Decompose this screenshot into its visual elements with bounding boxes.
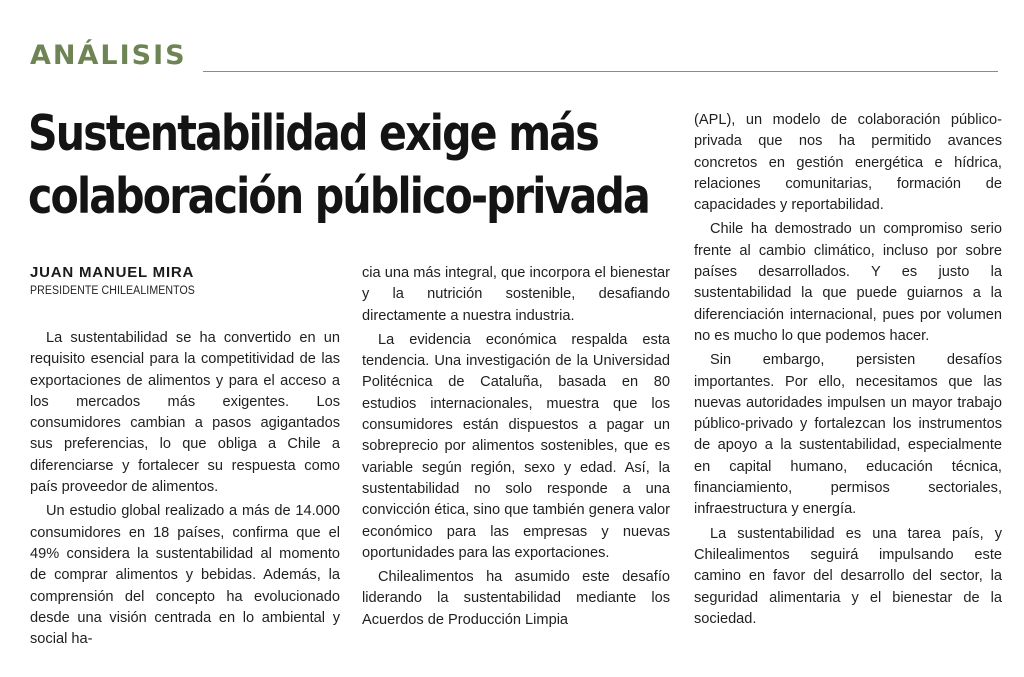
paragraph: (APL), un modelo de colaboración público-privada que nos ha permitido avances concretos en gestión energética e hídrica, relaciones comunitarias, formación de capacidades y reportabilidad. — [694, 112, 1002, 214]
paragraph: Sin embargo, persisten desafíos importantes. Por ello, necesitamos que las nuevas autoridades impulsen un mayor trabajo público-privado y fortalezcan los instrumentos de apoyo a la sustentabilidad, especialmente en capital humano, educación técnica, financiamiento, permisos sectoriales, infraestructura y energía. — [694, 352, 1002, 518]
article-column-1 — [30, 328, 340, 653]
headline-line-2: colaboración público-privada — [28, 168, 649, 225]
paragraph: La evidencia económica respalda esta tendencia. Una investigación de la Universidad Politécnica de Cataluña, basada en 80 estudios internacionales, muestra que los consumidores están dispuestos a pagar un sobreprecio por alimentos sostenibles, que es variable según región, sexo y edad. Así, la sustentabilidad no solo responde a una convicción ética, sino que también genera valor económico para las empresas y nuevas oportunidades para las exportaciones. — [362, 331, 670, 561]
article-headline — [28, 102, 649, 228]
section-label: ANÁLISIS — [30, 40, 187, 71]
paragraph: La sustentabilidad es una tarea país, y Chilealimentos seguirá impulsando este camino en favor del desarrollo del sector, la seguridad alimentaria y el bienestar de la sociedad. — [694, 525, 1002, 627]
byline — [30, 264, 209, 297]
section-divider — [203, 71, 998, 72]
paragraph: cia una más integral, que incorpora el bienestar y la nutrición sostenible, desafiando directamente a nuestra industria. — [362, 265, 670, 324]
headline-line-1: Sustentabilidad exige más — [28, 105, 598, 162]
article-column-3 — [694, 110, 1002, 633]
paragraph: La sustentabilidad se ha convertido en un requisito esencial para la competitividad de las exportaciones de alimentos y para el acceso a los mercados más exigentes. Los consumidores cambian a pasos agigantados sus preferencias, lo que obliga a Chile a diferenciarse y fortalecer su respuesta como país proveedor de alimentos. — [30, 330, 340, 496]
paragraph: Chilealimentos ha asumido este desafío liderando la sustentabilidad mediante los Acuerdos de Producción Limpia — [362, 569, 670, 628]
paragraph: Un estudio global realizado a más de 14.000 consumidores en 18 países, confirma que el 49% considera la sustentabilidad al momento de comprar alimentos y bebidas. Además, la comprensión del concepto ha evolucionado desde una visión centrada en lo ambiental y social ha- — [30, 503, 340, 648]
author-name: JUAN MANUEL MIRA — [30, 264, 195, 281]
article-column-2 — [362, 263, 670, 634]
author-title: PRESIDENTE CHILEALIMENTOS — [30, 285, 195, 297]
paragraph: Chile ha demostrado un compromiso serio frente al cambio climático, incluso por sobre países desarrollados. Y es justo la sustentabilidad la que puede guiarnos a la diferenciación internacional, pues por volumen no es mucho lo que podemos hacer. — [694, 221, 1002, 344]
